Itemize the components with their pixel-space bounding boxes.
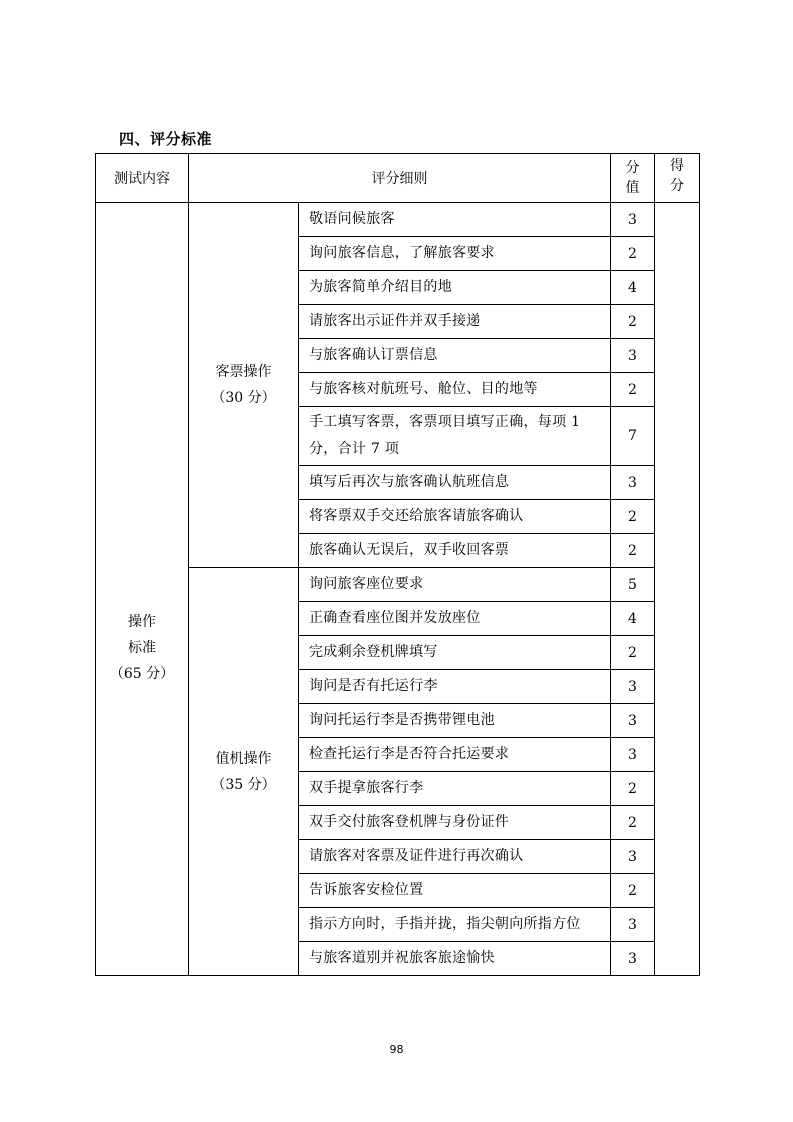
criterion-text: 询问旅客信息，了解旅客要求 <box>299 237 611 271</box>
criterion-text: 指示方向时，手指并拢，指尖朝向所指方位 <box>299 908 611 942</box>
score-value: 2 <box>611 237 655 271</box>
group-cell <box>189 568 299 976</box>
score-value: 2 <box>611 500 655 534</box>
criterion-text: 双手交付旅客登机牌与身份证件 <box>299 806 611 840</box>
group-name: 客票操作 <box>215 364 272 380</box>
section-title: 四、评分标准 <box>119 130 213 148</box>
score-value: 2 <box>611 636 655 670</box>
category-label: 标准 <box>128 640 156 656</box>
score-value: 5 <box>611 568 655 602</box>
category-cell <box>96 203 189 976</box>
scoring-table <box>95 153 700 976</box>
score-value: 3 <box>611 942 655 976</box>
criterion-text: 检查托运行李是否符合托运要求 <box>299 738 611 772</box>
score-value: 3 <box>611 840 655 874</box>
group-cell <box>189 203 299 568</box>
score-value: 3 <box>611 704 655 738</box>
score-value: 2 <box>611 806 655 840</box>
score-value: 2 <box>611 305 655 339</box>
score-value: 2 <box>611 373 655 407</box>
criterion-text: 与旅客核对航班号、舱位、目的地等 <box>299 373 611 407</box>
page-number: 98 <box>389 1043 404 1056</box>
criterion-text: 为旅客简单介绍目的地 <box>299 271 611 305</box>
category-label: 操作 <box>128 614 156 630</box>
group-name: 值机操作 <box>215 750 272 767</box>
header-content: 测试内容 <box>96 154 189 203</box>
category-label: （65 分） <box>109 666 175 682</box>
group-points: （30 分） <box>211 390 276 406</box>
score-value: 3 <box>611 339 655 373</box>
criterion-text: 将客票双手交还给旅客请旅客确认 <box>299 500 611 534</box>
header-score: 分 值 <box>611 154 655 203</box>
criterion-text: 与旅客道别并祝旅客旅途愉快 <box>299 942 611 976</box>
earned-score-cell <box>655 203 700 976</box>
criterion-text: 请旅客出示证件并双手接递 <box>299 305 611 339</box>
header-earned: 得 分 <box>655 154 700 203</box>
criterion-text: 填写后再次与旅客确认航班信息 <box>299 466 611 500</box>
criterion-text: 请旅客对客票及证件进行再次确认 <box>299 840 611 874</box>
criterion-text: 敬语问候旅客 <box>299 203 611 237</box>
group-points: （35 分） <box>211 776 276 793</box>
criterion-text: 告诉旅客安检位置 <box>299 874 611 908</box>
criterion-text: 双手提拿旅客行李 <box>299 772 611 806</box>
score-value: 3 <box>611 738 655 772</box>
criterion-text: 询问是否有托运行李 <box>299 670 611 704</box>
score-value: 3 <box>611 466 655 500</box>
criterion-text: 询问托运行李是否携带锂电池 <box>299 704 611 738</box>
criterion-text: 正确查看座位图并发放座位 <box>299 602 611 636</box>
criterion-text: 与旅客确认订票信息 <box>299 339 611 373</box>
score-value: 4 <box>611 602 655 636</box>
criterion-text: 询问旅客座位要求 <box>299 568 611 602</box>
criterion-text: 手工填写客票，客票项目填写正确，每项 1 分，合计 7 项 <box>299 407 611 466</box>
criterion-text: 旅客确认无误后，双手收回客票 <box>299 534 611 568</box>
score-value: 3 <box>611 203 655 237</box>
score-value: 2 <box>611 874 655 908</box>
score-value: 2 <box>611 772 655 806</box>
table-row <box>96 203 700 237</box>
header-details: 评分细则 <box>189 154 611 203</box>
score-value: 3 <box>611 670 655 704</box>
score-value: 3 <box>611 908 655 942</box>
score-value: 2 <box>611 534 655 568</box>
score-value: 4 <box>611 271 655 305</box>
header-row <box>96 154 700 203</box>
criterion-text: 完成剩余登机牌填写 <box>299 636 611 670</box>
score-value: 7 <box>611 407 655 466</box>
